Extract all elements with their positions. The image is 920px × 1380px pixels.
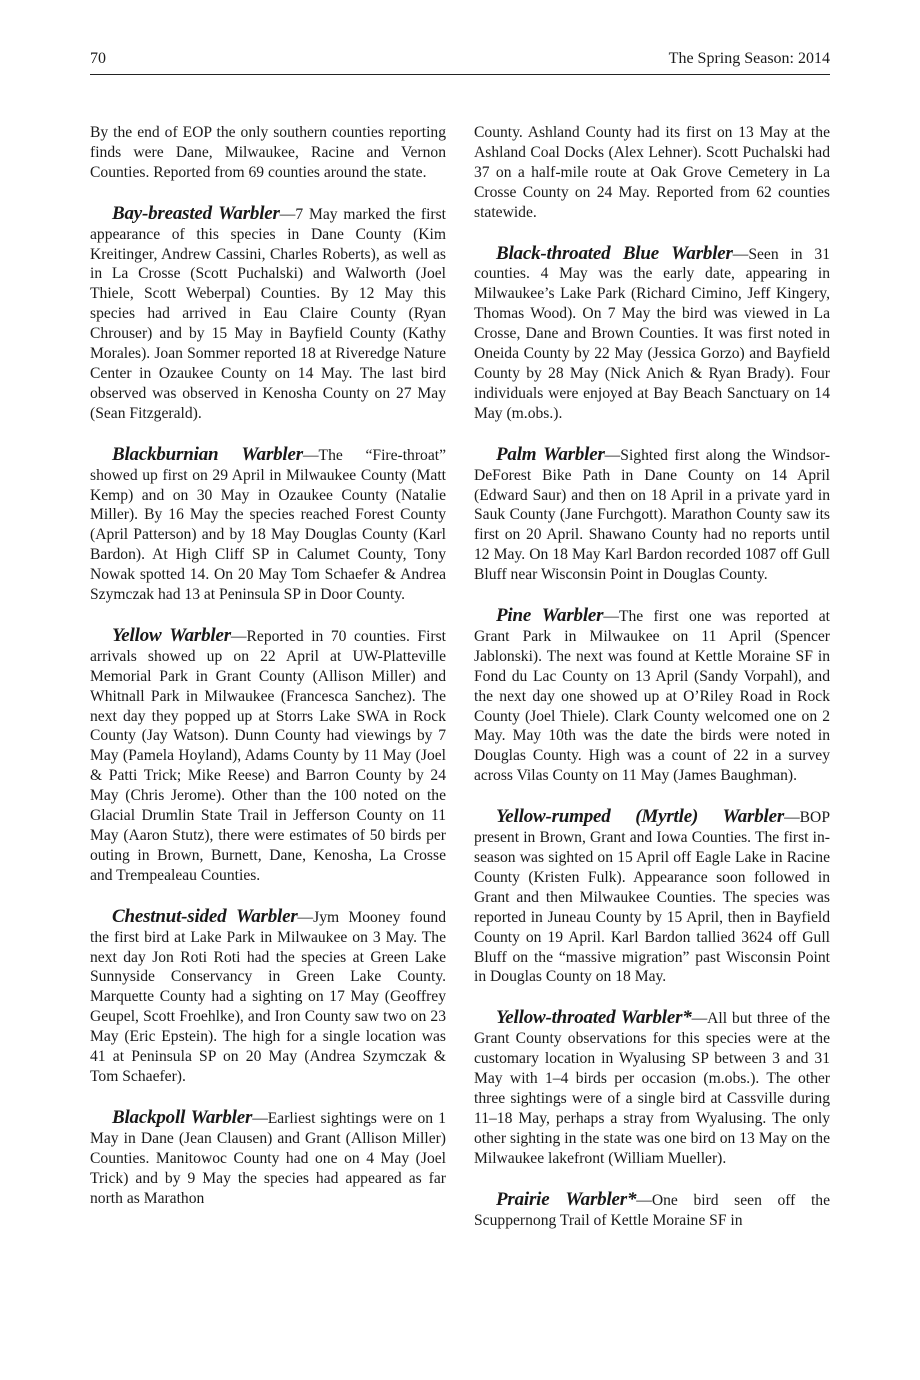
species-entry-blackburnian-warbler [90, 445, 446, 605]
header-rule [90, 74, 830, 75]
species-name: Palm Warbler [496, 443, 605, 465]
species-entry-yellow-throated-warbler [474, 1008, 830, 1168]
running-title: The Spring Season: 2014 [668, 50, 830, 67]
species-entry-yellow-rumped-warbler [474, 807, 830, 987]
entry-text: —Jym Mooney found the first bird at Lake Park in Milwaukee on 3 May. The next day Jon Roti Roti had the species at Green Lake Sunnyside Conservancy in Green Lake County. Marquette County had a sighting on 17 May (Geoffrey Geupel, Scott Froehlke), and Iron County saw two on 23 May (Eric Epstein). The high for a single location was 41 at Peninsula SP on 20 May (Andrea Szymczak & Tom Schaefer). [90, 908, 446, 1085]
species-entry-bay-breasted-warbler [90, 204, 446, 424]
species-name: Blackpoll Warbler [112, 1106, 253, 1128]
species-name: Bay-breasted Warbler [112, 202, 280, 224]
page-number: 70 [90, 50, 106, 67]
species-name: Yellow-rumped (Myrtle) Warbler [496, 806, 785, 828]
species-entry-black-throated-blue-warbler [474, 244, 830, 424]
species-name: Yellow-throated Warbler* [496, 1007, 692, 1029]
page-header [90, 50, 830, 72]
entry-text: —BOP present in Brown, Grant and Iowa Counties. The first in-season was sighted on 15 April off Eagle Lake in Racine County (Kristen Fulk). Appearance soon followed in Grant and then Milwaukee Counties. The species was reported in Juneau County by 15 April, then in Bayfield County on 19 April. Karl Bardon tallied 3624 off Gull Bluff on the “massive migration” past Wisconsin Point in Douglas County on 18 May. [474, 809, 830, 986]
entry-text: —7 May marked the first appearance of this species in Dane County (Kim Kreitinger, Andrew Cassini, Charles Roberts), as well as in La Crosse (Scott Puchalski) and Walworth (Joel Thiele, Scott Weberpal) Counties. By 12 May this species had arrived in Eau Claire County (Ryan Chrouser) and by 15 May in Bayfield County (Kathy Morales). Joan Sommer reported 18 at Riveredge Nature Center in Ozaukee County on 14 May. The last bird observed was observed in Kenosha County on 27 May (Sean Fitzgerald). [90, 205, 447, 422]
species-entry-blackpoll-warbler [90, 1108, 446, 1209]
species-name: Pine Warbler [496, 605, 604, 627]
entry-text: —All but three of the Grant County observations for this species were at the customary location in Wyalusing SP between 3 and 31 May with 1–4 birds per occasion (m.obs.). The other three sightings were of a single bird at Cassville during 11–18 May, perhaps a stray from Wyalusing. The only other sighting in the state was one bird on 13 May on the Milwaukee lakefront (William Mueller). [474, 1010, 830, 1167]
entry-text: —The first one was reported at Grant Park in Milwaukee on 11 April (Spencer Jablonski). The next was found at Kettle Moraine SF in Fond du Lac County on 13 April (Sandy Vorpahl), and the next day one showed up at O’Riley Road in Rock County (Joel Thiele). Clark County welcomed one on 2 May. May 10th was the date the birds were noted in Douglas County. High was a count of 22 in a survey across Vilas County on 11 May (James Baughman). [474, 608, 830, 785]
intro-paragraph: By the end of EOP the only southern counties reporting finds were Dane, Milwaukee, Racine and Vernon Counties. Reported from 69 counties around the state. [90, 124, 446, 181]
species-name: Yellow Warbler [112, 624, 231, 646]
species-name: Blackburnian Warbler [112, 443, 303, 465]
entry-text: —Reported in 70 counties. First arrivals showed up on 22 April at UW-Platteville Memorial Park in Grant County (Allison Miller) and Whitnall Park in Milwaukee (Francesca Sanchez). The next day they popped up at Storrs Lake SWA in Rock County (Jay Watson). Dunn County had viewings by 7 May (Pamela Hoyland), Adams County by 11 May (Joel & Patti Trick; Mike Reese) and Barron County by 24 May (Chris Jerome). Other than the 100 noted on the Glacial Drumlin State Trail in Jefferson County on 11 May (Aaron Stutz), there were estimates of 50 birds per outing in Brown, Burnett, Dane, Kenosha, La Crosse and Trempealeau Counties. [90, 627, 446, 884]
entry-text: —Earliest sightings were on 1 May in Dane (Jean Clausen) and Grant (Allison Miller) Counties. Manitowoc County had one on 4 May (Joel Trick) and by 9 May the species had appeared as far north as Marathon [90, 1109, 446, 1207]
entry-text: —The “Fire-throat” showed up first on 29 April in Milwaukee County (Matt Kemp) and on 30 May in Ozaukee County (Natalie Miller). By 16 May the species reached Forest County (April Patterson) and by 18 May Douglas County (Karl Bardon). At High Cliff SP in Calumet County, Tony Nowak spotted 14. On 20 May Tom Schaefer & Andrea Szymczak had 13 at Peninsula SP in Door County. [90, 446, 447, 604]
species-entry-prairie-warbler [474, 1190, 830, 1231]
species-name: Prairie Warbler* [496, 1188, 637, 1210]
entry-text: —Sighted first along the Windsor-DeForest Bike Path in Dane County on 14 April (Edward Saur) and then on 18 April in a private yard in Sauk County (Jane Furchgott). Marathon County saw its first on 20 April. Shawano County had no reports until 12 May. On 18 May Karl Bardon recorded 1087 off Gull Bluff near Wisconsin Point in Douglas County. [474, 446, 831, 584]
left-column [90, 123, 446, 1208]
species-entry-pine-warbler [474, 606, 830, 786]
species-name: Black-throated Blue Warbler [496, 242, 733, 264]
continuation-paragraph: County. Ashland County had its first on 13 May at the Ashland Coal Docks (Alex Lehner). Scott Puchalski had 37 on a half-mile route at Oak Grove Cemetery in La Crosse County on 24 May. Reported from 62 counties statewide. [474, 124, 830, 221]
right-column [474, 123, 830, 1230]
species-entry-palm-warbler [474, 445, 830, 585]
species-name: Chestnut-sided Warbler [112, 905, 298, 927]
species-entry-chestnut-sided-warbler [90, 907, 446, 1087]
entry-text: —One bird seen off the Scuppernong Trail of Kettle Moraine SF in [474, 1191, 831, 1229]
species-entry-yellow-warbler [90, 626, 446, 886]
entry-text: —Seen in 31 counties. 4 May was the early date, appearing in Milwaukee’s Lake Park (Richard Cimino, Jeff Kingery, Thomas Wood). On 7 May the bird was viewed in La Crosse, Dane and Brown Counties. It was first noted in Oneida County by 22 May (Jessica Gorzo) and Bayfield County by 28 May (Nick Anich & Ryan Brady). Four individuals were enjoyed at Bay Beach Sanctuary on 14 May (m.obs.). [474, 245, 830, 422]
